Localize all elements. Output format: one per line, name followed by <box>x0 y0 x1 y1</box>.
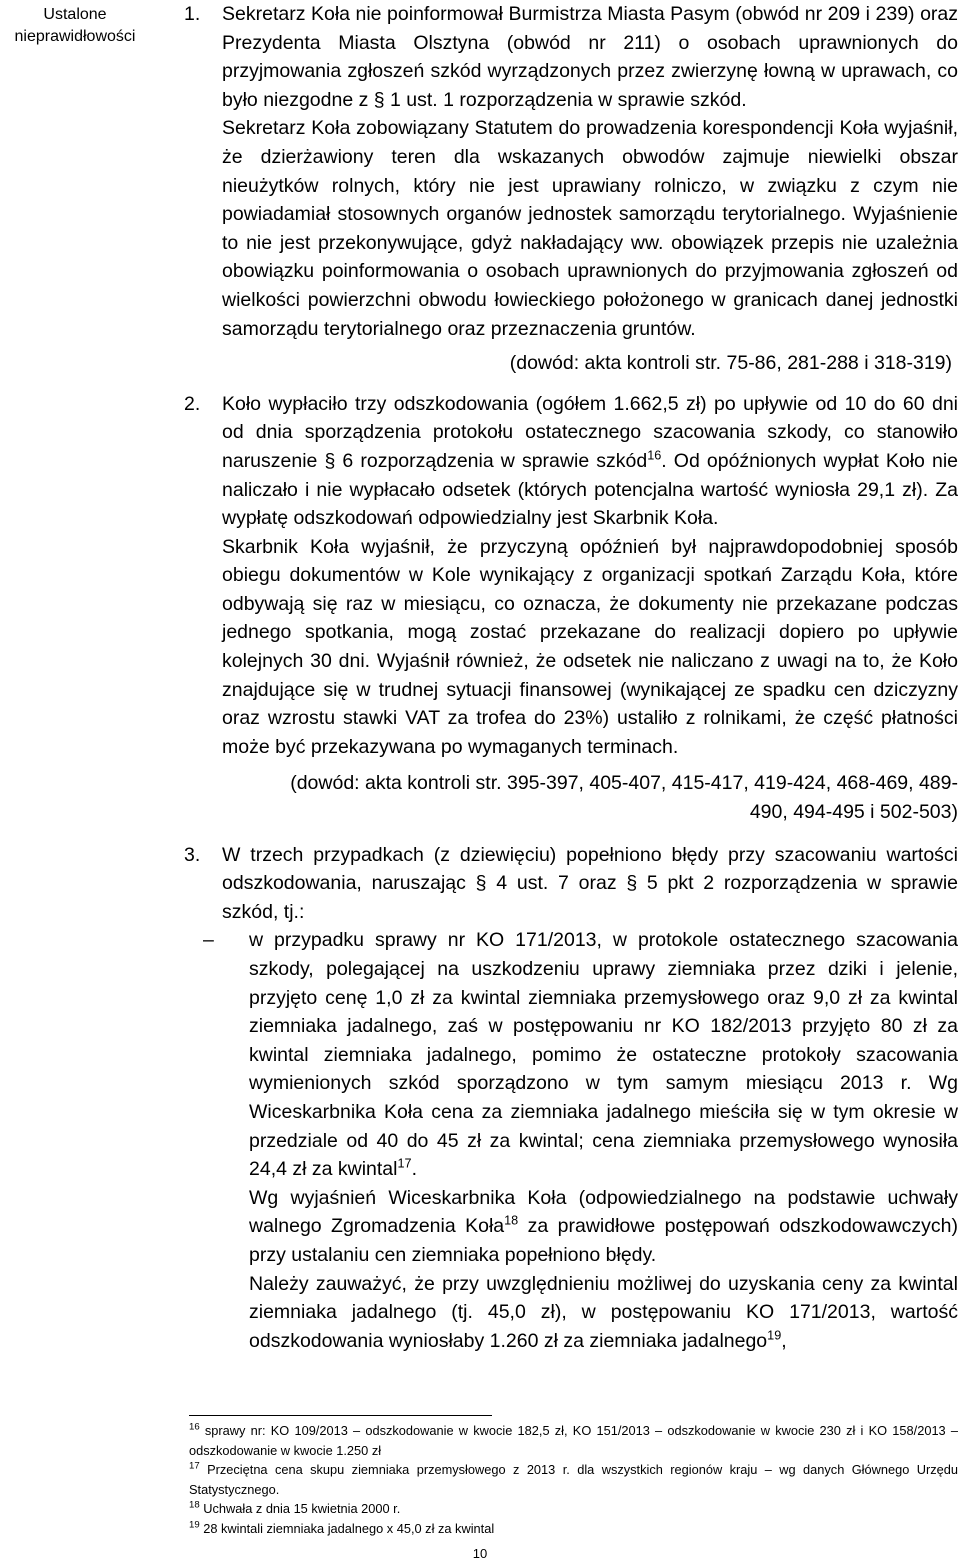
evidence-line: (dowód: akta kontroli str. 395-397, 405-407, 415-417, 419-424, 468-469, 489- <box>290 772 958 795</box>
list-item <box>176 926 958 1183</box>
finding-number: 3. <box>184 843 201 866</box>
text-segment: Wg wyjaśnień Wiceskarbnika Koła (odpowiedzialnego na podstawie uchwały walnego Zgromadzenia Koła <box>249 1186 958 1238</box>
explanation-paragraph <box>249 1270 958 1356</box>
text-segment: . Od opóźnionych wypłat Koło nie naliczało i nie wypłacało odsetek (których potencjalna wartość wyniosła 29,1 zł). Za wypłatę odszkodowań odpowiedzialny jest Skarbnik Koła. <box>222 449 959 530</box>
margin-label: Ustalone nieprawidłowości <box>14 6 136 45</box>
footnote-text: Uchwała z dnia 15 kwietnia 2000 r. <box>203 1501 401 1516</box>
explanation-paragraph: Skarbnik Koła wyjaśnił, że przyczyną opóźnień był najprawdopodobniej sposób obiegu dokumentów w Kole wynikający z organizacji spotkań Zarządu Koła, które odbywają się raz w miesiącu, co oznacza, że dokumenty nie przekazane podczas jednego spotkania, mogą zostać przekazane do realizacji dopiero po upływie kolejnych 30 dni. Wyjaśnił również, że odsetek nie naliczano z uwagi na to, że Koło znajdujące się w trudnej sytuacji finansowej (wynikającej ze spadku cen dziczyzny oraz wzrostu stawki VAT za trofea do 23%) ustaliło z rolnikami, że część płatności może być przekazywana po wymaganych terminach. <box>222 535 958 758</box>
finding-text: Sekretarz Koła nie poinformował Burmistrza Miasta Pasym (obwód nr 209 i 239) oraz Prezydenta Miasta Olsztyna (obwód nr 211) o osobach uprawnionych do przyjmowania zgłoszeń szkód wyrządzonych przez zwierzynę łowną w uprawach, co było niezgodne z § 1 ust. 1 rozporządzenia w sprawie szkód. <box>222 3 958 111</box>
footnote-number: 17 <box>189 1460 200 1472</box>
main-content <box>176 0 958 1355</box>
footnote-text: sprawy nr: KO 109/2013 – odszkodowanie w kwocie 182,5 zł, KO 151/2013 – odszkodowanie w kwocie 230 zł i KO 158/2013 – odszkodowanie w kwocie 1.250 zł <box>189 1423 958 1458</box>
text-segment: . <box>411 1158 417 1181</box>
finding-number: 2. <box>184 392 201 415</box>
footnote <box>189 1421 958 1460</box>
text-segment: , <box>781 1329 787 1352</box>
evidence-line: 490, 494-495 i 502-503) <box>749 801 958 824</box>
finding-2 <box>176 390 958 827</box>
indented-paragraphs <box>176 1184 958 1356</box>
footnote <box>189 1460 958 1499</box>
footnote-ref: 19 <box>767 1328 782 1343</box>
finding-3 <box>176 841 958 927</box>
footnote-separator <box>189 1415 492 1416</box>
dash-bullet: – <box>203 929 214 952</box>
finding-text <box>222 390 958 533</box>
explanation-paragraph <box>249 1184 958 1270</box>
footnote-text: Przeciętna cena skupu ziemniaka przemysłowego z 2013 r. dla wszystkich regionów kraju – wg danych Głównego Urzędu Statystycznego. <box>189 1462 959 1497</box>
text-segment: za prawidłowe postępowań odszkodowawczych) przy ustalaniu cen ziemniaka popełniono błędy. <box>249 1215 958 1266</box>
footnotes <box>189 1421 958 1538</box>
text-segment: Koło wypłaciło trzy odszkodowania (ogółem 1.662,5 zł) po upływie od 10 do 60 dni od dnia sporządzenia protokołu ostatecznego szacowania szkody, co stanowiło naruszenie § 6 rozporządzenia w sprawie szkód <box>222 392 958 472</box>
evidence-reference <box>222 769 958 826</box>
explanation-paragraph: Sekretarz Koła zobowiązany Statutem do prowadzenia korespondencji Koła wyjaśnił, że dzierżawiony teren dla wskazanych obwodów zajmuje niewielki obszar nieużytków rolnych, który nie jest uprawiany rolniczo, w związku z czym nie powiadamiał stosownych organów jednostek samorządu terytorialnego. Wyjaśnienie to nie jest przekonywujące, gdyż nakładający ww. obowiązek przepis nie uzależnia obowiązku poinformowania o osobach uprawnionych do przyjmowania zgłoszeń od wielkości powierzchni obwodu łowieckiego położonego w granicach danej jednostki samorządu terytorialnego oraz przeznaczenia gruntów. <box>222 117 958 340</box>
footnote-number: 18 <box>189 1499 200 1511</box>
page-number: 10 <box>472 1546 488 1561</box>
footnote <box>189 1499 958 1519</box>
footnote-ref: 17 <box>397 1156 412 1171</box>
evidence-reference: (dowód: akta kontroli str. 75-86, 281-288 i 318-319) <box>509 352 952 375</box>
text-segment: w przypadku sprawy nr KO 171/2013, w protokole ostatecznego szacowania szkody, polegającej na uszkodzeniu uprawy ziemniaka przez dziki i jelenie, przyjęto cenę 1,0 zł za kwintal ziemniaka przemysłowego oraz 9,0 zł za kwintal ziemniaka jadalnego, zaś w postępowaniu nr KO 182/2013 przyjęto 80 zł za kwintal ziemniaka jadalnego, pomimo że ostateczne protokoły szacowania wymienionych szkód sporządzono w tym samym miesiącu 2013 r. Wg Wiceskarbnika Koła cena za ziemniaka jadalnego mieściła się w tym okresie w przedziale od 40 do 45 zł za kwintal; cena ziemniaka przemysłowego wynosiła 24,4 zł za kwintal <box>249 929 958 1181</box>
text-segment: Należy zauważyć, że przy uwzględnieniu możliwej do uzyskania ceny za kwintal ziemniaka jadalnego (tj. 45,0 zł), w postępowaniu KO 171/2013, wartość odszkodowania wyniosłaby 1.260 zł za ziemniaka jadalnego <box>249 1272 958 1352</box>
footnote-ref: 16 <box>647 448 662 463</box>
footnote-ref: 18 <box>504 1213 519 1228</box>
footnote-number: 16 <box>189 1421 200 1433</box>
footnote <box>189 1519 958 1539</box>
footnote-number: 19 <box>189 1519 200 1531</box>
finding-text: W trzech przypadkach (z dziewięciu) popełniono błędy przy szacowaniu wartości odszkodowania, naruszając § 4 ust. 7 oraz § 5 pkt 2 rozporządzenia w sprawie szkód, tj.: <box>222 843 958 923</box>
footnote-text: 28 kwintali ziemniaka jadalnego x 45,0 zł za kwintal <box>203 1520 495 1536</box>
finding-1 <box>176 0 958 378</box>
list-item-text <box>249 926 958 1183</box>
finding-number: 1. <box>184 3 201 25</box>
